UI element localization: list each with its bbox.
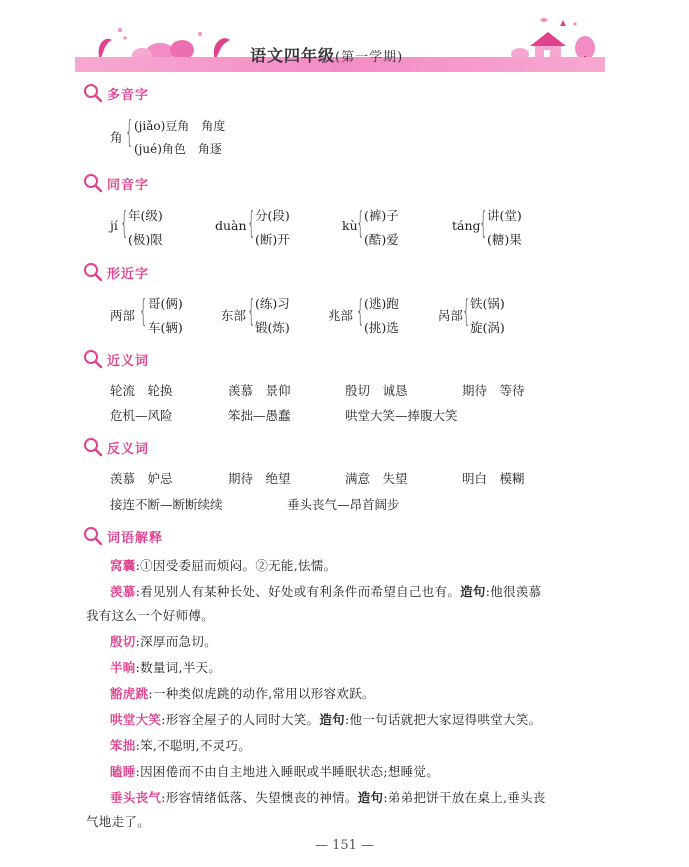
magnifier-icon xyxy=(83,173,103,193)
definition: :形容情绪低落、失望懊丧的神情。 xyxy=(161,790,358,805)
definition: :因困倦而不由自主地进入睡眠或半睡眠状态;想睡觉。 xyxy=(135,764,440,779)
fanyi-pair: 垂头丧气—昂首阔步 xyxy=(287,497,400,512)
definition: :一种类似虎跳的动作,常用以形容欢跃。 xyxy=(148,686,375,701)
term: 笨拙 xyxy=(110,738,136,753)
duoyin-row-2: (jué)角色 角逐 xyxy=(134,142,222,156)
definition-line xyxy=(110,684,375,702)
xingjin-top: (逃)跑 xyxy=(364,296,399,311)
jinyi-pair: 轮流 轮换 xyxy=(110,383,173,398)
term: 窝囊 xyxy=(110,558,136,573)
magnifier-icon xyxy=(83,262,103,282)
definition: :看见别人有某种长处、好处或有利条件而希望自己也有。 xyxy=(135,584,461,599)
example: 我有这么一个好师傅。 xyxy=(86,608,215,623)
brace: { xyxy=(125,115,134,150)
page-header xyxy=(0,0,689,82)
definition: :数量词,半天。 xyxy=(135,660,222,675)
definition: :①因受委屈而烦闷。②无能,怯懦。 xyxy=(135,558,337,573)
tongyin-top: 年(级) xyxy=(128,208,163,223)
xingjin-label: 兆部 xyxy=(328,308,354,323)
section-title-xingjin: 形近字 xyxy=(107,267,150,282)
jinyi-pair: 羡慕 景仰 xyxy=(228,383,291,398)
tongyin-bottom: (断)开 xyxy=(255,232,290,247)
tongyin-top: 分(段) xyxy=(255,208,290,223)
tongyin-top: 讲(堂) xyxy=(487,208,522,223)
xingjin-bottom: 锻(炼) xyxy=(255,320,290,335)
tongyin-bottom: (极)限 xyxy=(128,232,163,247)
example: :弟弟把饼干放在桌上,垂头丧 xyxy=(383,790,546,805)
definition-line xyxy=(110,736,251,754)
section-title-fanyi: 反义词 xyxy=(107,442,150,457)
jinyi-pair: 危机—风险 xyxy=(110,408,173,423)
section-title-jinyi: 近义词 xyxy=(107,354,150,369)
tongyin-top: (裤)子 xyxy=(364,208,399,223)
magnifier-icon xyxy=(83,349,103,369)
brace: { xyxy=(247,294,256,329)
magnifier-icon xyxy=(83,526,103,546)
term: 豁虎跳 xyxy=(110,686,149,701)
xingjin-bottom: (挑)选 xyxy=(364,320,399,335)
tongyin-bottom: (糖)果 xyxy=(487,232,522,247)
example-label: 造句 xyxy=(319,712,345,727)
term: 垂头丧气 xyxy=(110,790,162,805)
xingjin-bottom: 车(辆) xyxy=(148,320,183,335)
jinyi-pair: 笨拙—愚蠢 xyxy=(228,408,291,423)
example-label: 造句 xyxy=(460,584,486,599)
duoyin-row-1: (jiǎo)豆角 角度 xyxy=(134,119,226,133)
definition-line xyxy=(110,710,541,728)
term: 羡慕 xyxy=(110,584,136,599)
magnifier-icon xyxy=(83,83,103,103)
magnifier-icon xyxy=(83,437,103,457)
example: 气地走了。 xyxy=(86,814,151,829)
definition-line xyxy=(110,762,439,780)
brace: { xyxy=(247,206,256,241)
jinyi-pair: 哄堂大笑—捧腹大笑 xyxy=(345,408,458,423)
definition-line xyxy=(86,606,214,624)
example-label: 造句 xyxy=(357,790,384,805)
brace: { xyxy=(462,294,471,329)
jinyi-pair: 殷切 诚恳 xyxy=(345,383,408,398)
page-header-title: 语文四年级(第一学期) xyxy=(250,46,404,65)
fanyi-pair: 明白 模糊 xyxy=(462,471,525,486)
xingjin-bottom: 旋(涡) xyxy=(470,320,505,335)
term: 瞌睡 xyxy=(110,764,136,779)
brace: { xyxy=(479,206,488,241)
jinyi-pair: 期待 等待 xyxy=(462,383,525,398)
xingjin-top: 铁(锅) xyxy=(470,296,505,311)
definition-line xyxy=(110,632,217,650)
fanyi-pair: 羡慕 妒忌 xyxy=(110,471,173,486)
brace: { xyxy=(356,294,365,329)
fanyi-pair: 期待 绝望 xyxy=(228,471,291,486)
definition-line xyxy=(110,658,221,676)
example: :他很羡慕 xyxy=(485,584,542,599)
tongyin-pinyin: duàn xyxy=(215,218,247,233)
xingjin-top: 哥(俩) xyxy=(148,296,183,311)
term: 殷切 xyxy=(110,634,136,649)
example: :他一句话就把大家逗得哄堂大笑。 xyxy=(344,712,542,727)
section-title-tongyin: 同音字 xyxy=(107,178,150,193)
definition: :笨,不聪明,不灵巧。 xyxy=(135,738,252,753)
brace: { xyxy=(356,206,365,241)
xingjin-label: 东部 xyxy=(221,308,247,323)
page-number: — 151 — xyxy=(314,838,375,853)
fanyi-pair: 接连不断—断断续续 xyxy=(110,497,223,512)
tongyin-pinyin: jí xyxy=(110,218,118,233)
xingjin-label: 呙部 xyxy=(438,308,464,323)
definition: :形容全屋子的人同时大笑。 xyxy=(161,712,320,727)
brace: { xyxy=(139,294,148,329)
section-title-ciyu: 词语解释 xyxy=(107,531,164,546)
definition-line xyxy=(86,812,150,830)
tongyin-pinyin: táng xyxy=(452,218,481,233)
xingjin-label: 两部 xyxy=(110,308,136,323)
definition-line xyxy=(110,582,541,600)
section-title-duoyin: 多音字 xyxy=(107,88,150,103)
definition-line xyxy=(110,556,336,574)
brace: { xyxy=(120,206,129,241)
duoyin-char: 角 xyxy=(110,130,123,145)
definition: :深厚而急切。 xyxy=(135,634,217,649)
definition-line xyxy=(110,788,546,806)
tongyin-pinyin: kù xyxy=(342,218,358,233)
tongyin-bottom: (酷)爱 xyxy=(364,232,399,247)
fanyi-pair: 满意 失望 xyxy=(345,471,408,486)
xingjin-top: (练)习 xyxy=(255,296,290,311)
term: 哄堂大笑 xyxy=(110,712,162,727)
term: 半晌 xyxy=(110,660,136,675)
